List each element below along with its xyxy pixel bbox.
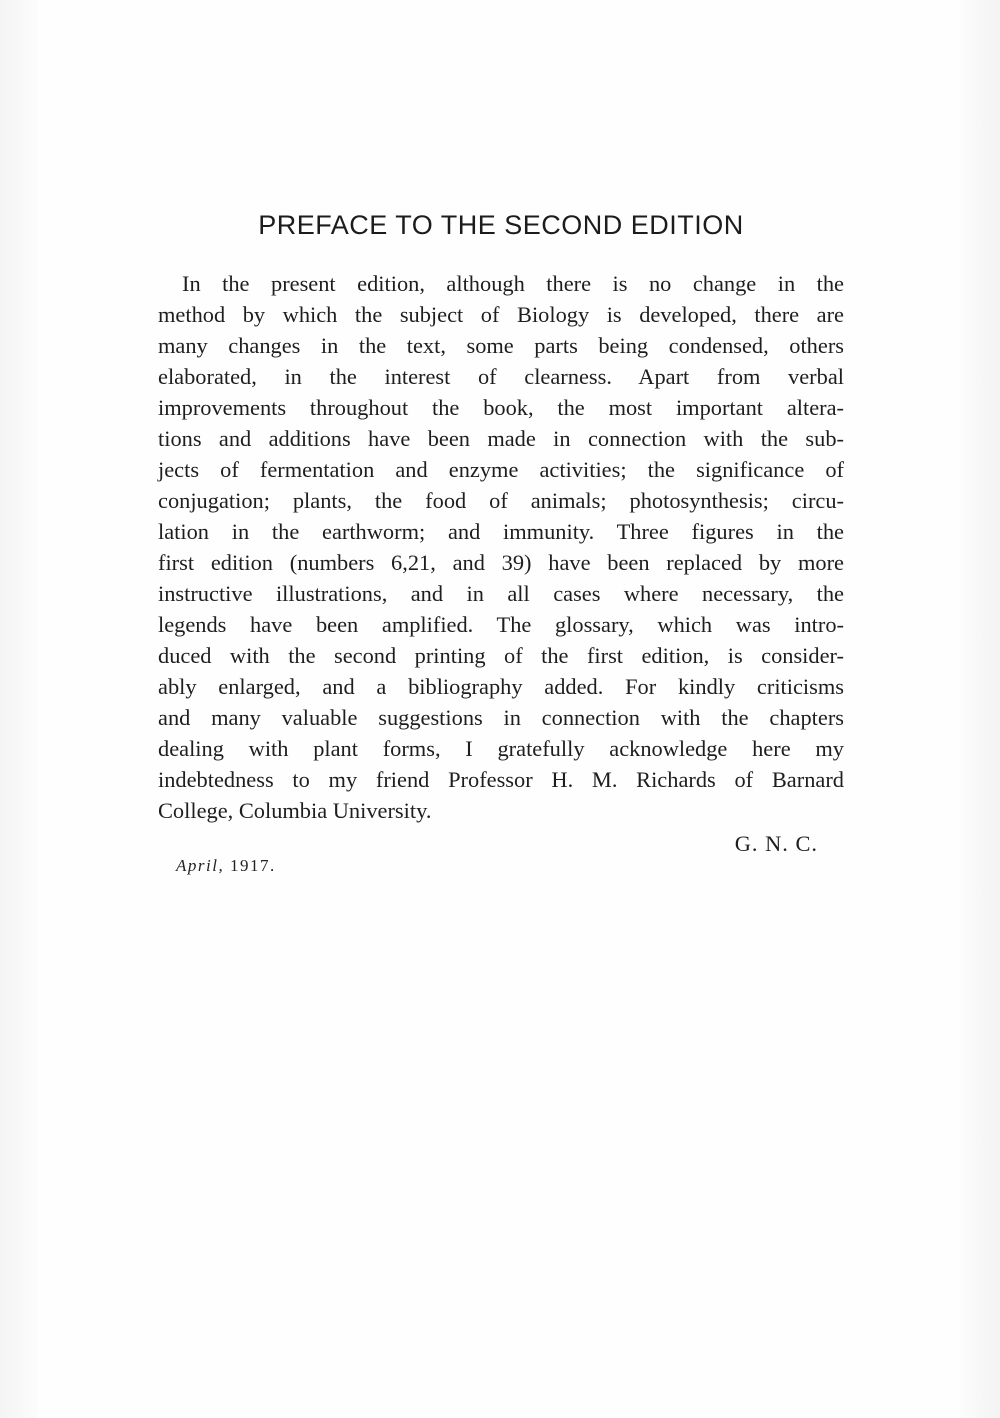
preface-date bbox=[176, 856, 276, 876]
body-line: lation in the earthworm; and immunity. Three figures in the bbox=[158, 519, 844, 544]
body-line: dealing with plant forms, I gratefully acknowledge here my bbox=[158, 736, 844, 761]
body-line: In the present edition, although there is no change in the bbox=[182, 271, 844, 296]
date-month: April, bbox=[176, 856, 225, 875]
author-initials: G. N. C. bbox=[734, 831, 818, 856]
preface-body bbox=[158, 268, 844, 826]
preface-title: PREFACE TO THE SECOND EDITION bbox=[258, 210, 744, 240]
body-line: College, Columbia University. bbox=[158, 798, 432, 823]
body-line: duced with the second printing of the first edition, is consider- bbox=[158, 643, 844, 668]
body-line: indebtedness to my friend Professor H. M. Richards of Barnard bbox=[158, 767, 844, 792]
body-line: ably enlarged, and a bibliography added. For kindly criticisms bbox=[158, 674, 844, 699]
date-year: 1917. bbox=[229, 856, 276, 875]
body-line: many changes in the text, some parts being condensed, others bbox=[158, 333, 844, 358]
body-line: conjugation; plants, the food of animals; photosynthesis; circu- bbox=[158, 488, 844, 513]
body-line: instructive illustrations, and in all cases where necessary, the bbox=[158, 581, 844, 606]
body-line: tions and additions have been made in connection with the sub- bbox=[158, 426, 844, 451]
body-line: jects of fermentation and enzyme activities; the significance of bbox=[158, 457, 844, 482]
body-line: elaborated, in the interest of clearness. Apart from verbal bbox=[158, 364, 844, 389]
body-line: method by which the subject of Biology is developed, there are bbox=[158, 302, 844, 327]
body-line: legends have been amplified. The glossary, which was intro- bbox=[158, 612, 844, 637]
body-line: improvements throughout the book, the most important altera- bbox=[158, 395, 844, 420]
page-right-edge bbox=[960, 0, 1000, 1418]
page-left-edge bbox=[0, 0, 38, 1418]
body-line: first edition (numbers 6,21, and 39) have been replaced by more bbox=[158, 550, 844, 575]
body-line: and many valuable suggestions in connection with the chapters bbox=[158, 705, 844, 730]
